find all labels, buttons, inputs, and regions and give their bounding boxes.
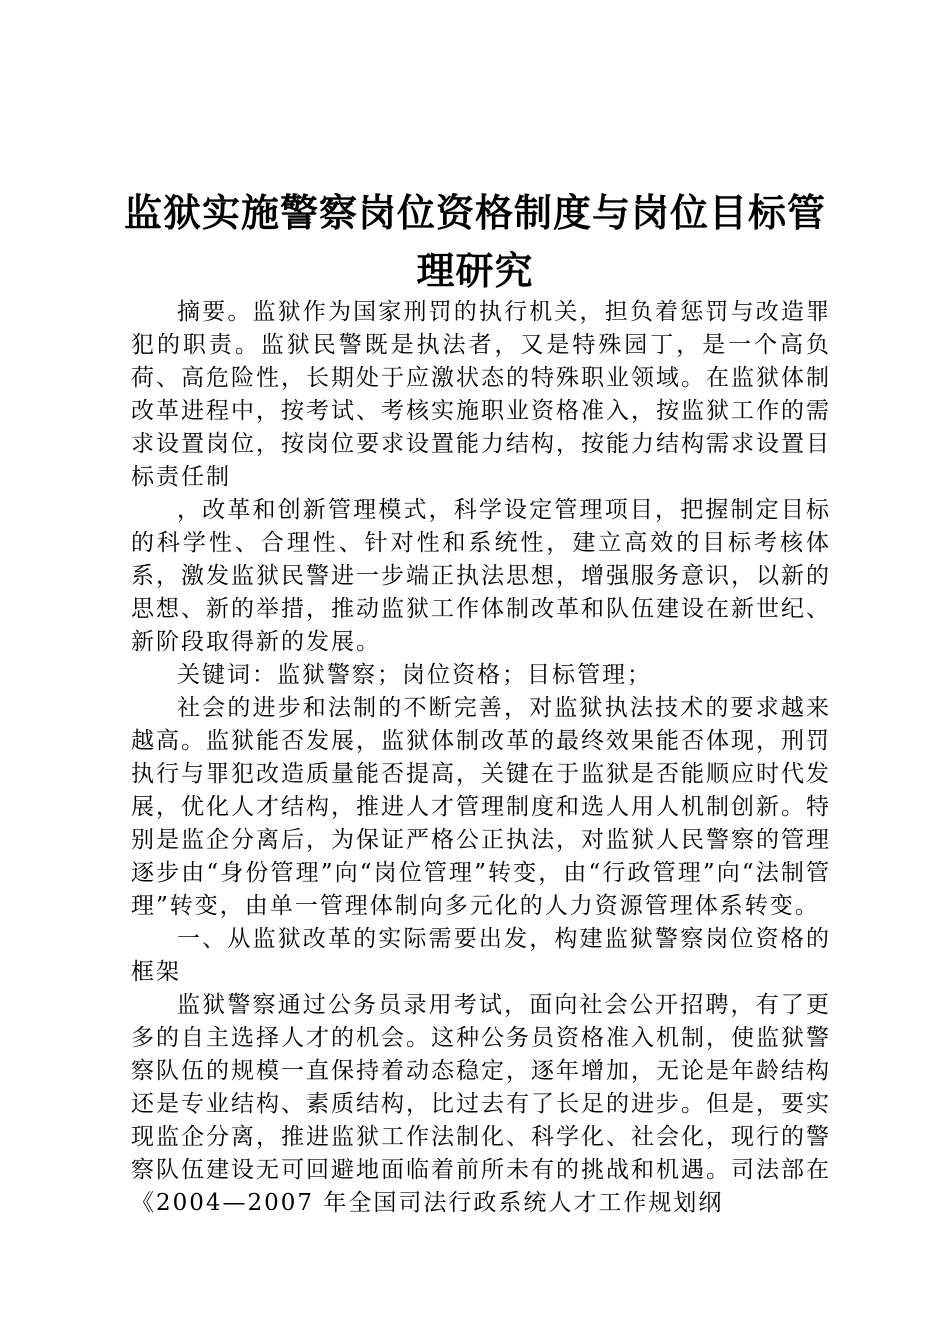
keywords-paragraph: 关键词：监狱警察；岗位资格；目标管理；	[177, 662, 652, 688]
abstract-continuation-paragraph: ，改革和创新管理模式，科学设定管理项目，把握制定目标的科学性、合理性、针对性和系统性，建立高效的目标考核体系，激发监狱民警进一步端正执法思想，增强服务意识，以新的思想、新的举措，推动监狱工作体制改革和队伍建设在新世纪、新阶段取得新的发展。	[131, 497, 831, 655]
intro-paragraph: 社会的进步和法制的不断完善，对监狱执法技术的要求越来越高。监狱能否发展，监狱体制改革的最终效果能否体现，刑罚执行与罪犯改造质量能否提高，关键在于监狱是否能顺应时代发展，优化人才结构，推进人才管理制度和选人用人机制创新。特别是监企分离后，为保证严格公正执法，对监狱人民警察的管理逐步由“身份管理”向“岗位管理”转变，由“行政管理”向“法制管理”转变，由单一管理体制向多元化的人力资源管理体系转变。	[131, 695, 831, 919]
abstract-paragraph: 摘要。监狱作为国家刑罚的执行机关，担负着惩罚与改造罪犯的职责。监狱民警既是执法者，又是特殊园丁，是一个高负荷、高危险性，长期处于应激状态的特殊职业领域。在监狱体制改革进程中，按考试、考核实施职业资格准入，按监狱工作的需求设置岗位，按岗位要求设置能力结构，按能力结构需求设置目标责任制	[131, 299, 831, 490]
document-body	[131, 296, 831, 1220]
document-title: 监狱实施警察岗位资格制度与岗位目标管理研究	[123, 191, 826, 293]
section-heading-1: 一、从监狱改革的实际需要出发，构建监狱警察岗位资格的框架	[131, 926, 831, 985]
section-1-paragraph: 监狱警察通过公务员录用考试，面向社会公开招聘，有了更多的自主选择人才的机会。这种公务员资格准入机制，使监狱警察队伍的规模一直保持着动态稳定，逐年增加，无论是年龄结构还是专业结构、素质结构，比过去有了长足的进步。但是，要实现监企分离，推进监狱工作法制化、科学化、社会化，现行的警察队伍建设无可回避地面临着前所未有的挑战和机遇。司法部在《2004—2007 年全国司法行政系统人才工作规划纲	[131, 992, 831, 1216]
